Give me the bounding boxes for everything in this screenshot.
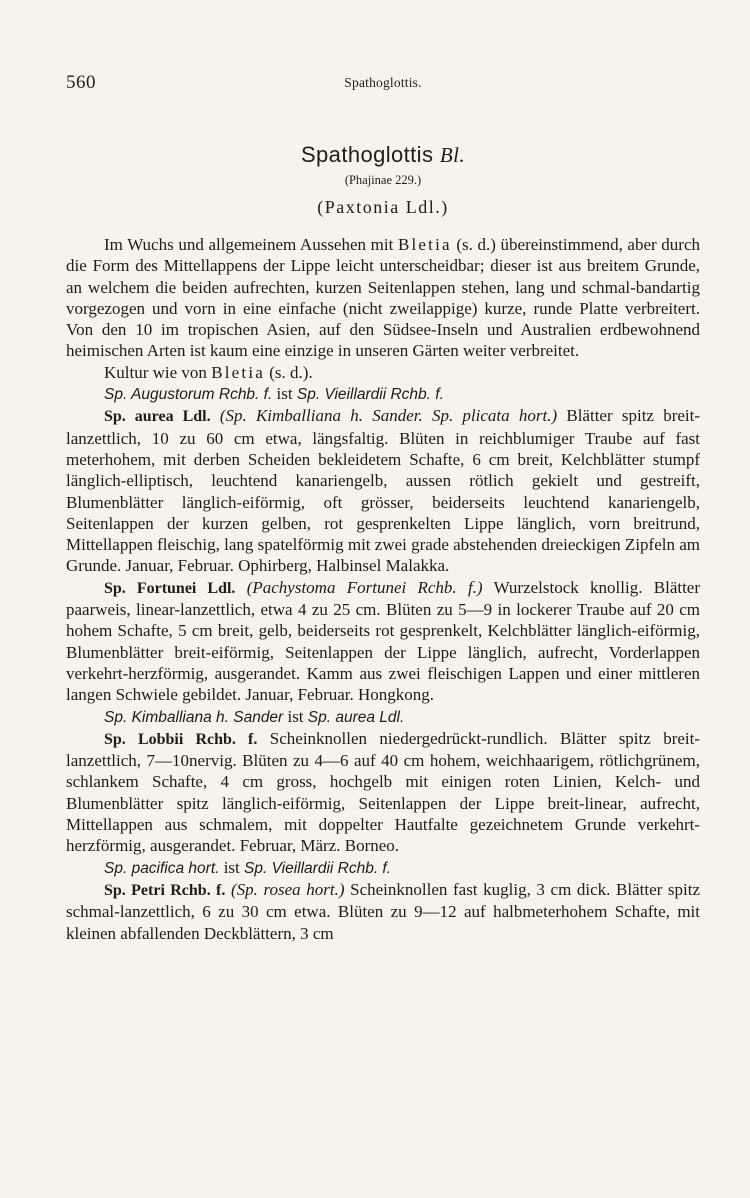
entry-fortunei xyxy=(66,577,700,706)
species-name: Sp. aurea Ldl. xyxy=(104,408,211,426)
running-head xyxy=(66,72,700,98)
species-description: Scheinknollen niedergedrückt-rundlich. Blätter spitz breit-lanzettlich, 7—10nervig. Blüten zu 4—6 auf 40 cm hohem, weichhaarigem, rötlichgrünem, schlankem Schafte, 4 cm gross, hochgelb mit einigen roten Linien, Kelch- und Blumenblätter spitz länglich-eiförmig, Seitenlappen der Lippe breit-linear, aufrecht, Mittellappen aus schmalem, mit doppelter Hautfalte gezeichnetem Grunde verkehrt-herzförmig, ausgerandet. Februar, März. Borneo. xyxy=(66,728,701,856)
genus-author: Bl. xyxy=(439,143,466,167)
tribe-reference: (Phajinae 229.) xyxy=(344,173,422,187)
species-description: Wurzelstock knollig. Blätter paarweis, linear-lanzettlich, etwa 4 zu 25 cm. Blüten zu 5—9 in lockerer Traube auf 20 cm hohem Schafte, 5 cm breit, gelb, beiderseits rot gesprenkelt, Kelchblätter länglich-eiförmig, Blumenblätter breit-eiförmig, Seitenlappen der Lippe länglich, aufrecht, Vorderlappen verkehrt-herzförmig, ausgerandet. Kamm aus zwei fleischigen Lappen und einer mittleren langen Schwiele gebildet. Januar, Februar. Hongkong. xyxy=(66,577,701,705)
entry-petri xyxy=(66,879,700,944)
species-reference: Sp. Vieillardii Rchb. f. xyxy=(296,386,444,404)
species-name: Sp. Fortunei Ldl. xyxy=(104,579,236,597)
species-reference: Sp. Vieillardii Rchb. f. xyxy=(244,859,392,877)
species-name: Sp. Kimballiana h. Sander xyxy=(104,708,284,726)
entry-kimballiana xyxy=(66,706,700,728)
species-synonyms: (Sp. rosea hort.) xyxy=(231,879,345,899)
species-name: Sp. Petri Rchb. f. xyxy=(104,881,226,899)
species-description: Blätter spitz breit-lanzettlich, 10 zu 60 cm etwa, längsfaltig. Blüten in reichblumiger Traube auf fast meterhohem, mit derben Scheiden bekleidetem Schafte, 6 cm breit, Kelchblätter stumpf länglich-elliptisch, leuchtend kanariengelb, aussen rötlich gekielt und gestreift, Blumenblätter länglich-eiförmig, oft grösser, beiderseits leuchtend kanariengelb, Seitenlappen der kurzen gelben, rot gesprenkelten Lippe länglich, vorn breitrund, Mittellappen fleischig, lang spatelförmig mit zwei grade abstehenden dreieckigen Zipfeln am Grunde. Januar, Februar. Ophirberg, Halbinsel Malakka. xyxy=(66,406,701,576)
genus-ref-bletia: Bletia xyxy=(397,235,452,254)
species-name: Sp. pacifica hort. xyxy=(104,859,220,877)
genus-synonym: (Paxtonia Ldl.) xyxy=(317,197,449,217)
ist-word: ist xyxy=(223,857,240,877)
intro-text-a: Im Wuchs und allgemeinem Aussehen mit xyxy=(104,235,394,254)
entry-augustorum xyxy=(66,383,700,405)
body-text xyxy=(66,234,700,944)
intro-paragraph xyxy=(66,234,700,362)
running-title: Spathoglottis. xyxy=(344,75,422,90)
ist-word: ist xyxy=(287,706,304,726)
page-number: 560 xyxy=(66,72,96,93)
entry-aurea xyxy=(66,405,700,576)
culture-text-a: Kultur wie von xyxy=(104,362,207,382)
culture-text-b: (s. d.). xyxy=(269,362,313,382)
species-synonyms: (Sp. Kimballiana h. Sander. Sp. plicata hort.) xyxy=(219,406,558,426)
genus-heading xyxy=(66,142,700,218)
genus-ref-bletia-culture: Bletia xyxy=(211,362,265,382)
intro-text-b: (s. d.) übereinstimmend, aber durch die Form des Mittellappens der Lippe leicht unterscheidbar; dieser ist aus breitem Grunde, an welchem die beiden aufrechten, kurzen Seitenlappen stehen, lang und schmal-bandartig vorgezogen und vorn in eine einfache (nicht zweilappige) kurze, runde Platte verbreitert. Von den 10 im tropischen Asien, auf den Südsee-Inseln und Australien erdbewohnend heimischen Arten ist kaum eine einzige in unseren Gärten weiter verbreitet. xyxy=(66,235,701,361)
species-description: Scheinknollen fast kuglig, 3 cm dick. Blätter spitz schmal-lanzettlich, 6 zu 30 cm etwa. Blüten zu 9—12 auf halbmeterhohem Schafte, mit kleinen abfallenden Deckblättern, 3 cm xyxy=(66,879,701,943)
species-name: Sp. Augustorum Rchb. f. xyxy=(104,386,273,404)
genus-name: Spathoglottis xyxy=(300,142,434,167)
ist-word: ist xyxy=(276,384,293,404)
species-name: Sp. Lobbii Rchb. f. xyxy=(104,730,258,748)
culture-paragraph xyxy=(66,362,700,383)
species-synonyms: (Pachystoma Fortunei Rchb. f.) xyxy=(246,577,483,597)
entry-pacifica xyxy=(66,857,700,879)
genus-title xyxy=(66,142,700,168)
entry-lobbii xyxy=(66,728,700,857)
species-reference: Sp. aurea Ldl. xyxy=(307,708,405,726)
